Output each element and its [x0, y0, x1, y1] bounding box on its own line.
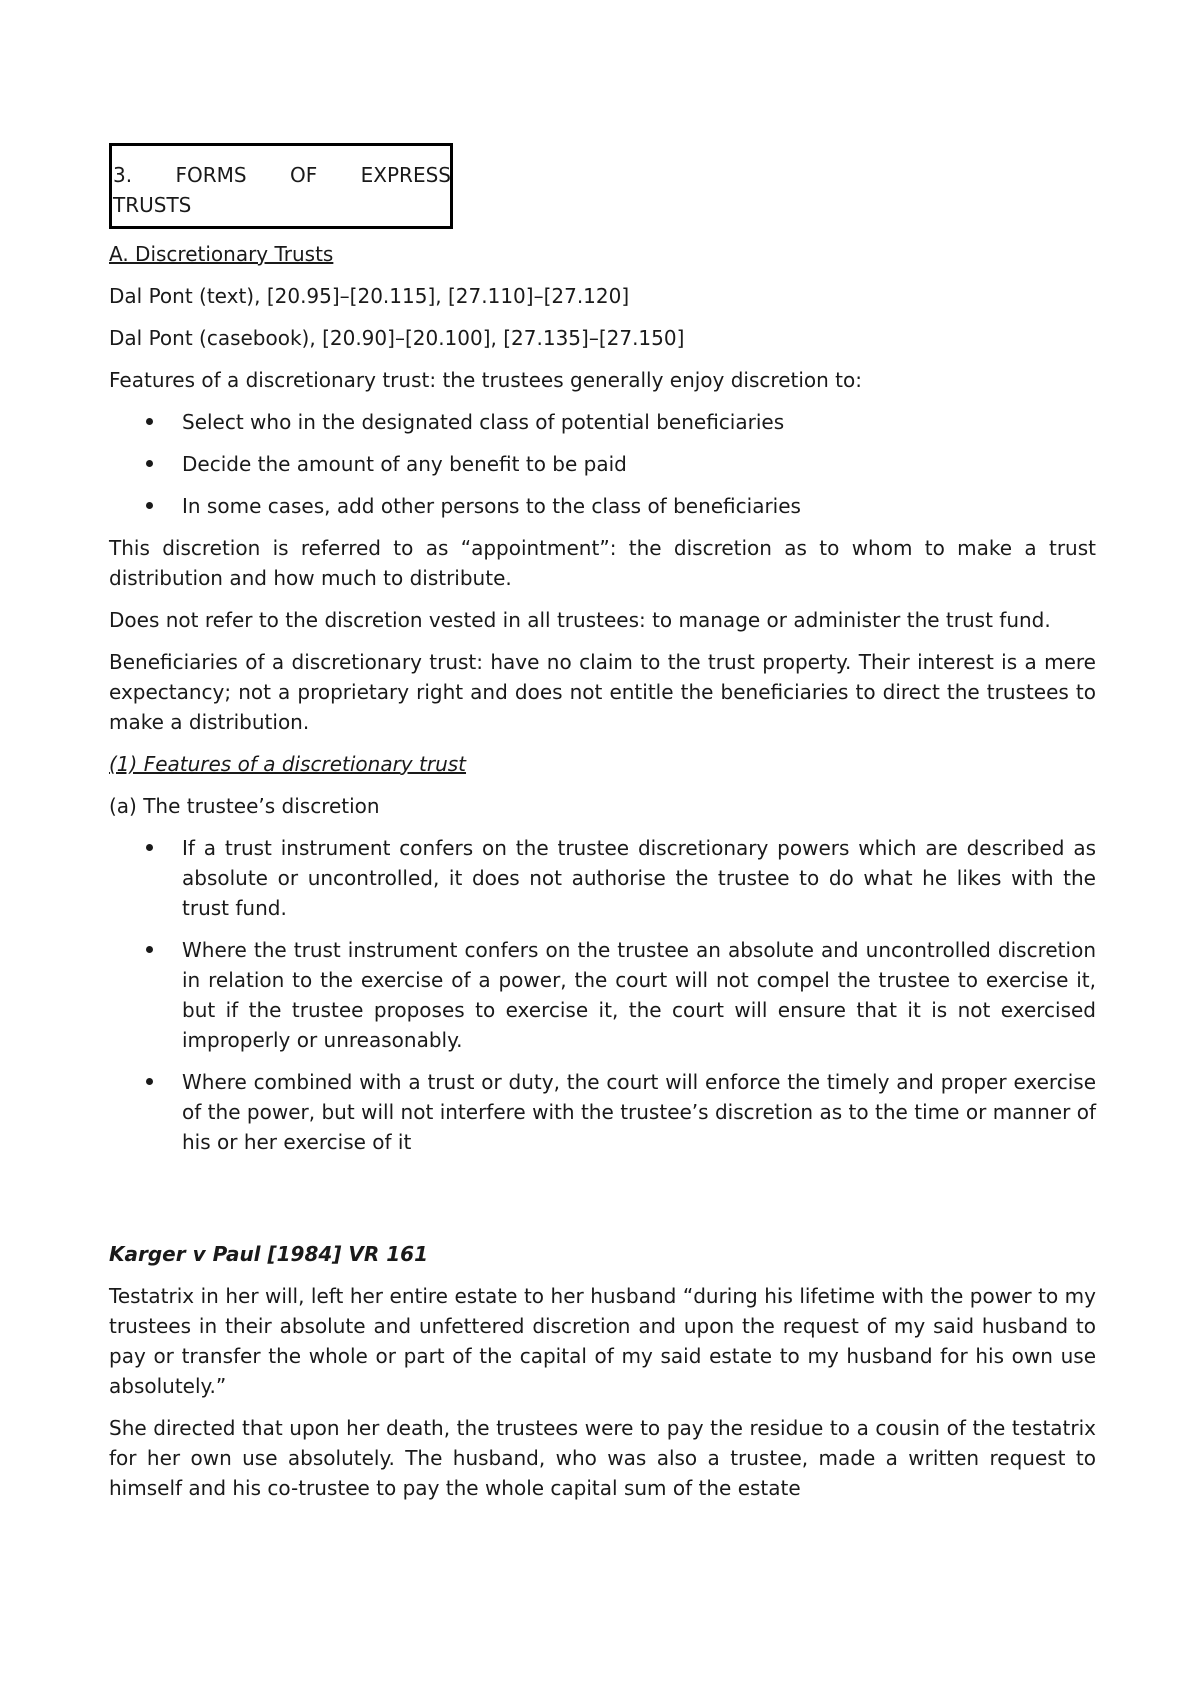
- paragraph-beneficiaries: Beneficiaries of a discretionary trust: have no claim to the trust property. Their interest is a mere expectancy; not a proprietary right and does not entitle the beneficiaries to direct the trustees to make a distribution.: [109, 650, 1096, 734]
- subsection-a-title: (a) The trustee’s discretion: [109, 794, 380, 818]
- case-paragraph-2: She directed that upon her death, the trustees were to pay the residue to a cousin of the testatrix for her own use absolutely. The husband, who was also a trustee, made a written request to himself and his co-trustee to pay the whole capital sum of the estate: [109, 1416, 1096, 1500]
- list-item: Decide the amount of any benefit to be paid: [109, 449, 1096, 479]
- subsection-1-title: (1) Features of a discretionary trust: [109, 752, 467, 776]
- spacer: [109, 1169, 1096, 1239]
- list-item: In some cases, add other persons to the class of beneficiaries: [109, 491, 1096, 521]
- chapter-heading-word: FORMS: [175, 163, 247, 187]
- list-item: If a trust instrument confers on the trustee discretionary powers which are described as absolute or uncontrolled, it does not authorise the trustee to do what he likes with the trust fund.: [109, 833, 1096, 923]
- list-item: Select who in the designated class of potential beneficiaries: [109, 407, 1096, 437]
- features-intro: Features of a discretionary trust: the trustees generally enjoy discretion to:: [109, 368, 862, 392]
- reference-text: Dal Pont (text), [20.95]–[20.115], [27.110]–[27.120]: [109, 284, 630, 308]
- chapter-heading-word: 3.: [113, 163, 133, 187]
- reference-casebook: Dal Pont (casebook), [20.90]–[20.100], [27.135]–[27.150]: [109, 326, 685, 350]
- chapter-heading-word: OF: [290, 163, 318, 187]
- paragraph-not-refer: Does not refer to the discretion vested in all trustees: to manage or administer the trust fund.: [109, 608, 1051, 632]
- chapter-heading-word: EXPRESS: [360, 163, 451, 187]
- chapter-heading-line2: TRUSTS: [113, 193, 192, 217]
- case-paragraph-1: Testatrix in her will, left her entire estate to her husband “during his lifetime with the power to my trustees in their absolute and unfettered discretion and upon the request of my said husband to pay or transfer the whole or part of the capital of my said estate to my husband for his own use absolutely.”: [109, 1284, 1096, 1398]
- paragraph-appointment: This discretion is referred to as “appointment”: the discretion as to whom to make a trust distribution and how much to distribute.: [109, 536, 1096, 590]
- chapter-heading-line1: [113, 160, 451, 190]
- discretion-list: [109, 833, 1096, 1157]
- chapter-heading-box: [109, 143, 453, 229]
- section-a-title: A. Discretionary Trusts: [109, 242, 334, 266]
- list-item: Where combined with a trust or duty, the court will enforce the timely and proper exercise of the power, but will not interfere with the trustee’s discretion as to the time or manner of his or her exercise of it: [109, 1067, 1096, 1157]
- document-body: [109, 143, 1096, 1515]
- case-title: Karger v Paul [1984] VR 161: [109, 1242, 428, 1266]
- features-list: [109, 407, 1096, 521]
- list-item: Where the trust instrument confers on the trustee an absolute and uncontrolled discretion in relation to the exercise of a power, the court will not compel the trustee to exercise it, but if the trustee proposes to exercise it, the court will ensure that it is not exercised improperly or unreasonably.: [109, 935, 1096, 1055]
